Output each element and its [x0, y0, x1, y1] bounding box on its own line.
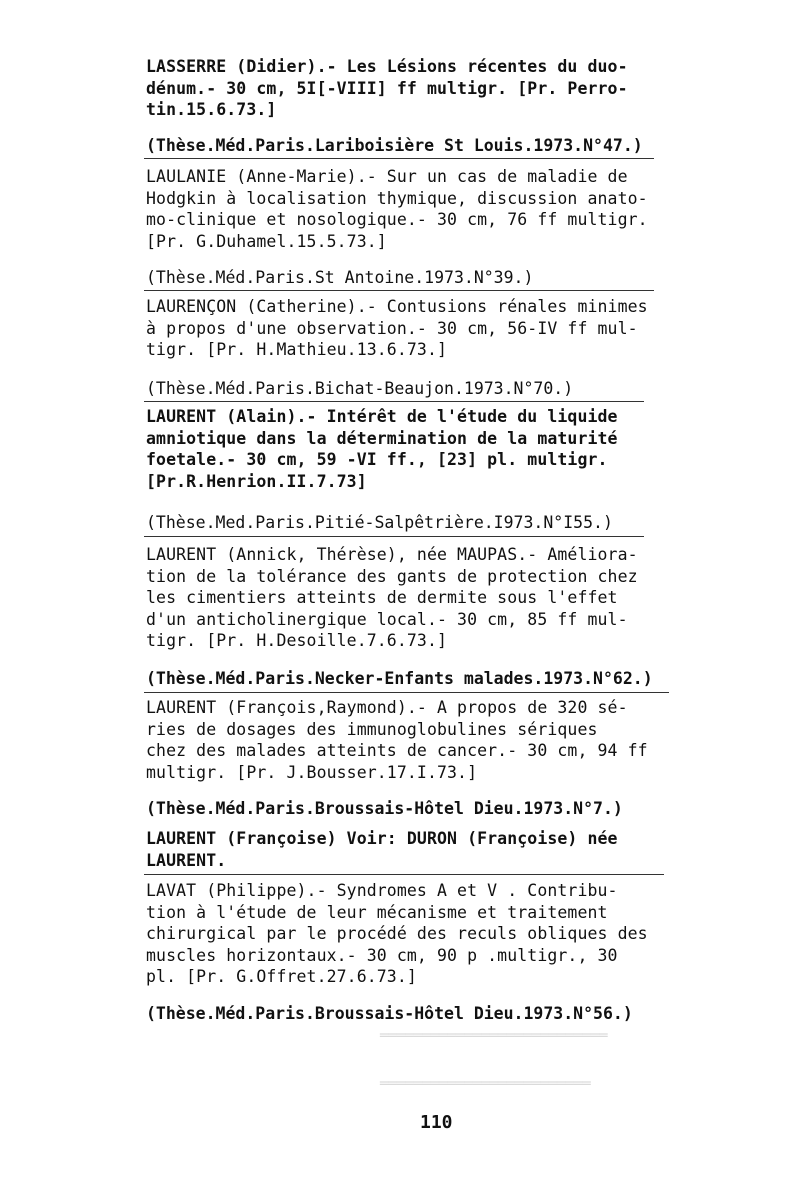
entry-lavat — [146, 880, 666, 988]
entry-text: LAVAT (Philippe).- Syndromes A et V . Contribu- tion à l'étude de leur mécanisme et traitement chirurgical par le procédé des reculs obliques des muscles horizontaux.- 30 cm, 90 p .multigr., 30 pl. [Pr. G.Offret.27.6.73.] — [146, 881, 648, 986]
entry-lasserre — [146, 56, 666, 121]
entry-citation: (Thèse.Méd.Paris.Broussais-Hôtel Dieu.1973.N°7.) — [146, 799, 623, 818]
entry-text: LAULANIE (Anne-Marie).- Sur un cas de maladie de Hodgkin à localisation thymique, discussion anato- mo-clinique et nosologique.- 30 cm, 76 ff multigr. [Pr. G.Duhamel.15.5.73.] — [146, 167, 648, 251]
separator-rule — [144, 536, 644, 537]
entry-laurent-francoise — [146, 828, 666, 871]
entry-citation: (Thèse.Méd.Paris.Necker-Enfants malades.1973.N°62.) — [146, 669, 653, 688]
entry-text: LAURENT (Annick, Thérèse), née MAUPAS.- Améliora- tion de la tolérance des gants de protection chez les cimentiers atteints de dermite sous l'effet d'un anticholinergique local.- 30 cm, 85 ff mul- tigr. [Pr. H.Desoille.7.6.73.] — [146, 545, 638, 650]
entry-text: LAURENT (Françoise) Voir: DURON (Françoise) née LAURENT. — [146, 829, 618, 870]
entry-laurent-annick — [146, 544, 666, 652]
bleed-through-texture: ═════════════════════════ — [380, 1076, 591, 1092]
entry-text: LAURENT (Alain).- Intérêt de l'étude du liquide amniotique dans la détermination de la maturité foetale.- 30 cm, 59 -VI ff., [23] pl. multigr. [Pr.R.Henrion.II.7.73] — [146, 407, 618, 491]
separator-rule — [144, 290, 654, 291]
entry-laurencon — [146, 296, 666, 361]
separator-rule — [144, 401, 644, 402]
entry-laurent-francois — [146, 697, 666, 783]
entry-citation: (Thèse.Méd.Paris.Lariboisière St Louis.1973.N°47.) — [146, 136, 643, 155]
entry-text: LAURENT (François,Raymond).- A propos de 320 sé- ries de dosages des immunoglobulines sériques chez des malades atteints de cancer.- 30 cm, 94 ff multigr. [Pr. J.Bousser.17.I.73.] — [146, 698, 648, 782]
entry-citation: (Thèse.Méd.Paris.St Antoine.1973.N°39.) — [146, 268, 534, 287]
entry-citation: (Thèse.Méd.Paris.Broussais-Hôtel Dieu.1973.N°56.) — [146, 1004, 633, 1023]
entry-text: LASSERRE (Didier).- Les Lésions récentes du duo- dénum.- 30 cm, 5I[-VIII] ff multigr. [Pr. Perro- tin.15.6.73.] — [146, 57, 628, 119]
entry-laulanie — [146, 166, 666, 252]
entry-citation: (Thèse.Méd.Paris.Bichat-Beaujon.1973.N°70.) — [146, 379, 574, 398]
entry-text: LAURENÇON (Catherine).- Contusions rénales minimes à propos d'une observation.- 30 cm, 56-IV ff mul- tigr. [Pr. H.Mathieu.13.6.73.] — [146, 297, 648, 359]
entry-laurent-alain — [146, 406, 666, 492]
separator-rule — [144, 158, 654, 159]
separator-rule — [144, 692, 669, 693]
entry-citation: (Thèse.Med.Paris.Pitié-Salpêtrière.I973.N°I55.) — [146, 513, 613, 532]
separator-rule — [144, 874, 664, 875]
bleed-through-texture: ═══════════════════════════ — [380, 1028, 608, 1044]
page-number: 110 — [420, 1112, 453, 1133]
